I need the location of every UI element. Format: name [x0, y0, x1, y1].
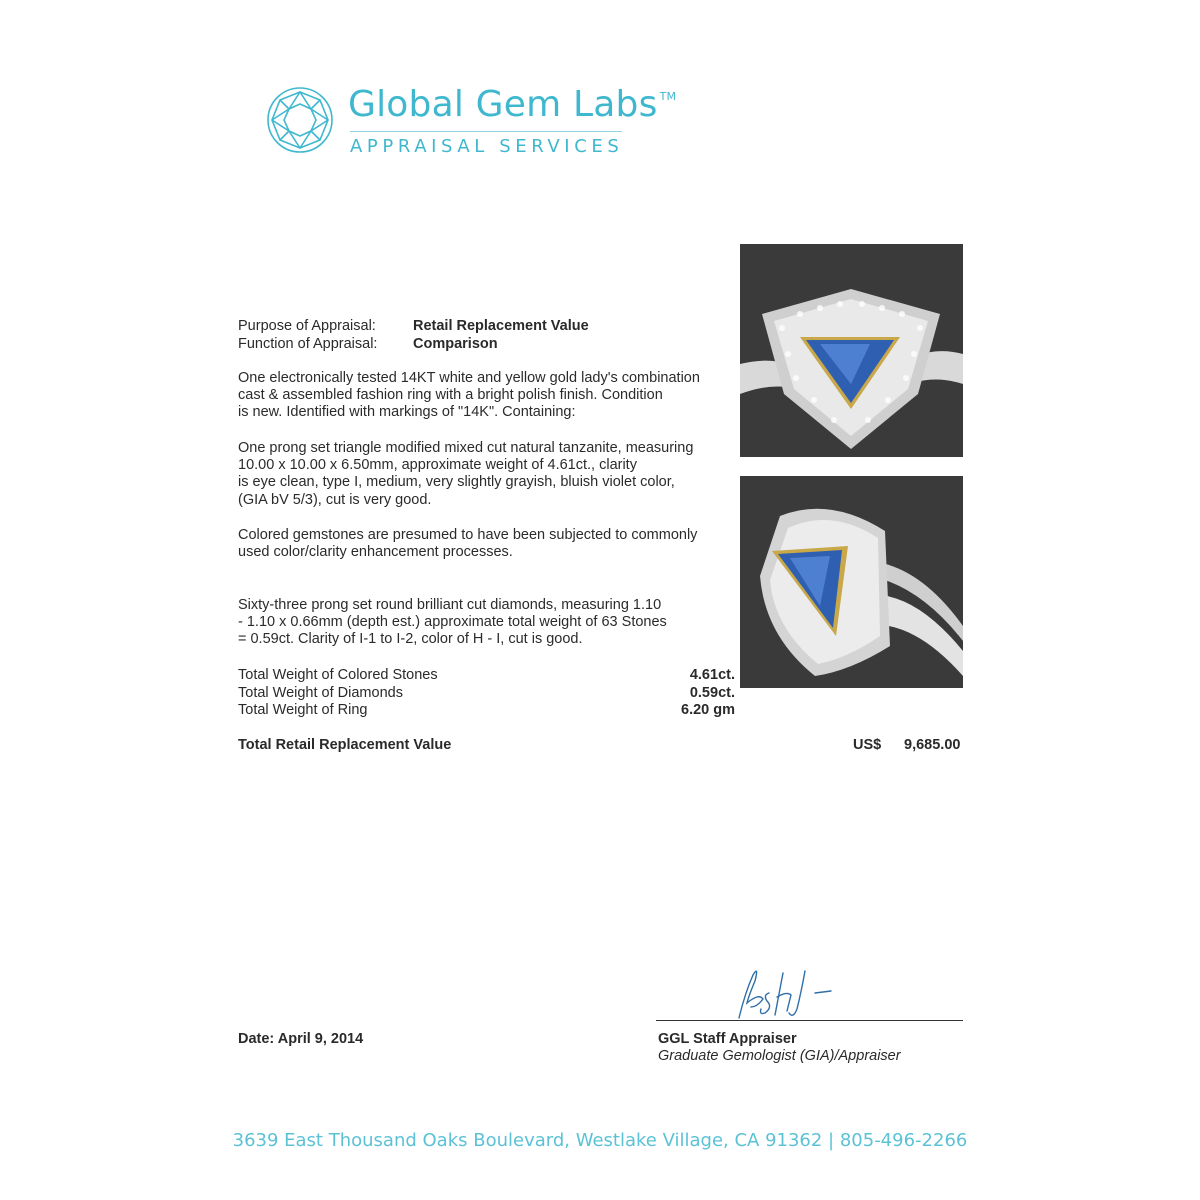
brand-name: Global Gem Labs ™ [348, 84, 677, 125]
appraisal-date: Date: April 9, 2014 [238, 1031, 364, 1047]
brand-subtitle: APPRAISAL SERVICES [350, 136, 624, 157]
trademark-mark: TM [659, 90, 677, 103]
total-diamonds-label: Total Weight of Diamonds [238, 685, 403, 701]
purpose-value: Retail Replacement Value [413, 318, 589, 334]
purpose-label: Purpose of Appraisal: [238, 318, 376, 334]
total-colored-stones-label: Total Weight of Colored Stones [238, 667, 438, 683]
function-value: Comparison [413, 336, 498, 352]
total-diamonds-value: 0.59ct. [689, 685, 735, 701]
total-ring-weight-value: 6.20 gm [681, 702, 735, 718]
footer-address: 3639 East Thousand Oaks Boulevard, Westlake Village, CA 91362 | 805-496-2266 [232, 1130, 968, 1151]
grand-total-label: Total Retail Replacement Value [238, 737, 452, 753]
total-ring-weight-label: Total Weight of Ring [238, 702, 368, 718]
brand-divider [350, 131, 622, 132]
diamond-outline-icon [266, 86, 334, 154]
ring-photo-side [740, 476, 963, 688]
diamonds-description: Sixty-three prong set round brilliant cut diamonds, measuring 1.10 - 1.10 x 0.66mm (depth est.) approximate total weight of 63 Stones = 0.59ct. Clarity of I-1 to I-2, color of H - I, cut is good. [238, 597, 667, 648]
signature-line [656, 1020, 963, 1021]
handwritten-signature [725, 963, 845, 1023]
ring-description: One electronically tested 14KT white and yellow gold lady's combination cast & assembled fashion ring with a bright polish finish. Condition is new. Identified with markings of "14K". Containing: [238, 370, 700, 421]
total-colored-stones-value: 4.61ct. [689, 667, 735, 683]
enhancement-disclosure: Colored gemstones are presumed to have been subjected to commonly used color/clarity enhancement processes. [238, 527, 698, 561]
grand-total-value: 9,685.00 [904, 737, 961, 753]
tanzanite-description: One prong set triangle modified mixed cut natural tanzanite, measuring 10.00 x 10.00 x 6.50mm, approximate weight of 4.61ct., clarity is eye clean, type I, medium, very slightly grayish, bluish violet color, (GIA bV 5/3), cut is very good. [238, 440, 694, 508]
function-label: Function of Appraisal: [238, 336, 378, 352]
appraiser-name: GGL Staff Appraiser [658, 1031, 797, 1047]
ring-photo-front [740, 244, 963, 457]
appraiser-title: Graduate Gemologist (GIA)/Appraiser [658, 1048, 901, 1064]
grand-total-currency: US$ [853, 737, 882, 753]
